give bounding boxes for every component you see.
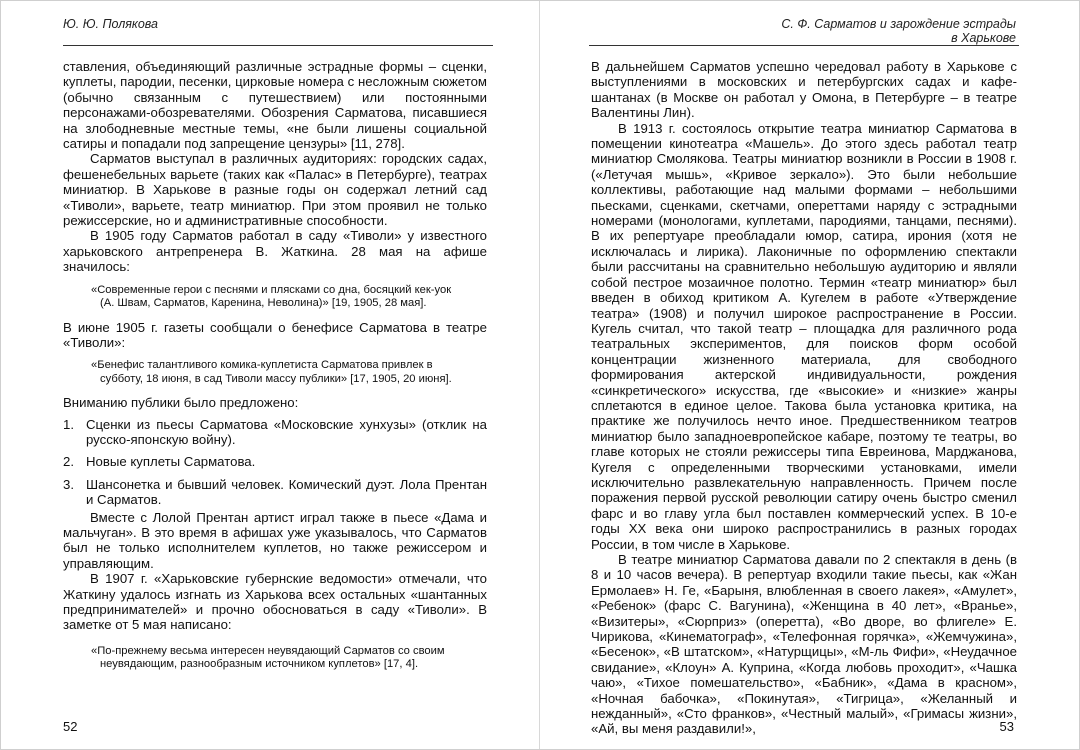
- running-head-line: в Харькове: [951, 31, 1016, 45]
- list-number: 1.: [63, 416, 74, 432]
- paragraph: В 1913 г. состоялось открытие театра миниатюр Сарматова в помещении кинотеатра «Машель». До этого здесь работал театр миниатюр Смолякова. Театры миниатюр возникли в России в 1908 г. («Летучая мышь», «Кривое зеркало»). Это были небольшие коллективы, работающие над малыми формами – небольшими пьесками, сценками, скетчами, опереттами наряду с эстрадными номерами (монологами, куплетами, пародиями, танцами, песнями). В их репертуаре преобладали юмор, сатира, ирония (хотя не исключалась и лирика). Лаконичные по оформлению спектакли были рассчитаны на сравнительно небольшую аудиторию и являли собой пестрое мозаичное полотно. Термин «театр миниатюр» был введен в обиход критиком А. Кугелем в работе «Утверждение театра» (1908) и получил широкое распространение в России. Кугель считал, что такой театр – площадка для различного рода театральных экспериментов, для поисков форм особой концентрации жизненного материала, для свободного формирования актерской индивидуальности, рождения «синкретического» искусства, где «высокие» и «низкие» жанры сплетаются в единое целое. Такова была установка критика, на практике же получилось нечто иное. Предшественником театров миниатюр было западноевропейское кабаре, поэтому те театры, во главе которых не стояли режиссеры типа Евреинова, Марджанова, Кугеля с определенными творческими установками, имели исключительно развлекательную направленность. Причем после поражения первой русской революции сатиру очень быстро сменил фарс и во главу угла был поставлен коммерческий успех. В 10-е годы XX века они широко распространились в разных городах России, в том числе в Харькове.: [591, 120, 1017, 552]
- quote-line: «Современные герои с песнями и плясками со дна, босяцкий кек-уок: [91, 283, 452, 296]
- list-item: [63, 454, 487, 469]
- right-page-body: [591, 59, 1017, 737]
- paragraph: Сарматов выступал в различных аудиториях: городских садах, фешенебельных варьете (таких как «Палас» в Петербурге), театрах миниатюр. В Харькове в разные годы он содержал летний сад «Тиволи», варьете, театр миниатюр. При этом проявил не только режиссерские, но и административные способности.: [63, 151, 487, 229]
- quote-line: субботу, 18 июня, в сад Тиволи массу публики» [17, 1905, 20 июня].: [100, 372, 452, 385]
- paragraph: В дальнейшем Сарматов успешно чередовал работу в Харькове с выступлениями в московских и петербургских садах и кафе-шантанах (в Москве он работал у Омона, в Петербурге – в театре Валентины Лин).: [591, 59, 1017, 121]
- running-head-title: [636, 17, 1016, 45]
- quote-line: «Бенефис талантливого комика-куплетиста Сарматова привлек в: [91, 359, 433, 372]
- paragraph: В 1905 году Сарматов работал в саду «Тиволи» у известного харьковского антрепренера В. Жаткина. 28 мая на афише значилось:: [63, 228, 487, 275]
- list-text: Сценки из пьесы Сарматова «Московские хунхузы» (отклик на русско-японскую войну).: [86, 416, 487, 447]
- header-rule: [589, 45, 1019, 46]
- running-head-line: С. Ф. Сарматов и зарождение эстрады: [781, 17, 1016, 31]
- page-number: 52: [63, 719, 78, 734]
- list-number: 3.: [63, 476, 74, 492]
- block-quote: [91, 645, 487, 672]
- paragraph: Вместе с Лолой Прентан артист играл также в пьесе «Дама и мальчуган». В это время в афишах уже указывалось, что Сарматов был не только исполнителем куплетов, но также режиссером и управляющим.: [63, 509, 487, 571]
- paragraph: ставления, объединяющий различные эстрадные формы – сценки, куплеты, пародии, песенки, цирковые номера с несложным сюжетом (обычно связанным с путешествием) или постоянными персонажами-обозревателями. Обозрения Сарматова, писавшиеся на злободневные местные темы, «не были лишены социальной сатиры и попадали под запрещение цензуры» [11, 278].: [63, 59, 487, 152]
- right-page: [540, 0, 1080, 750]
- running-head-author: Ю. Ю. Полякова: [63, 17, 158, 31]
- list-item: [63, 477, 487, 508]
- paragraph: В 1907 г. «Харьковские губернские ведомости» отмечали, что Жаткину удалось изгнать из Харькова всех остальных «шантанных предпринимателей» и прочно обосноваться в саду «Тиволи». В заметке от 5 мая написано:: [63, 571, 487, 633]
- block-quote: [91, 359, 487, 386]
- quote-line: «По-прежнему весьма интересен неувядающий Сарматов со своим: [91, 644, 445, 657]
- quote-line: неувядающим, разнообразным источником куплетов» [17, 4].: [100, 658, 419, 671]
- paragraph: В июне 1905 г. газеты сообщали о бенефисе Сарматова в театре «Тиволи»:: [63, 319, 487, 350]
- quote-line: (А. Швам, Сарматов, Каренина, Неволина)» [19, 1905, 28 мая].: [100, 297, 427, 310]
- block-quote: [91, 284, 487, 311]
- list-number: 2.: [63, 454, 74, 470]
- list-text: Новые куплеты Сарматова.: [86, 454, 256, 470]
- numbered-list: [63, 417, 487, 508]
- paragraph: Вниманию публики было предложено:: [63, 395, 299, 411]
- page-number: 53: [999, 719, 1014, 734]
- header-rule: [63, 45, 493, 46]
- list-item: [63, 417, 487, 448]
- left-page-body: [63, 59, 487, 681]
- paragraph: В театре миниатюр Сарматова давали по 2 спектакля в день (в 8 и 10 часов вечера). В репертуар входили такие пьесы, как «Жан Ермолаев» Н. Ге, «Барыня, влюбленная в своего лакея», «Амулет», «Ребенок» (фарс С. Вагунина), «Женщина в 40 лет», «Вранье», «Визитеры», «Сюрприз» (оперетта), «Во дворе, во флигеле» Е. Чирикова, «Кинематограф», «Телефонная горячка», «Жемчужина», «Бесенок», «В штатском», «Натурщицы», «М-ль Фифи», «Неудачное свидание», «Клоун» А. Куприна, «Когда любовь проходит», «Чашка чаю», «Тихое помешательство», «Бабник», «Дама в красном», «Ночная бабочка», «Покинутая», «Тигрица», «Желанный и нежданный», «Сто франков», «Честный малый», «Гримасы жизни», «Ай, вы меня раздавили!»,: [591, 552, 1017, 737]
- list-text: Шансонетка и бывший человек. Комический дуэт. Лола Прентан и Сарматов.: [86, 476, 487, 508]
